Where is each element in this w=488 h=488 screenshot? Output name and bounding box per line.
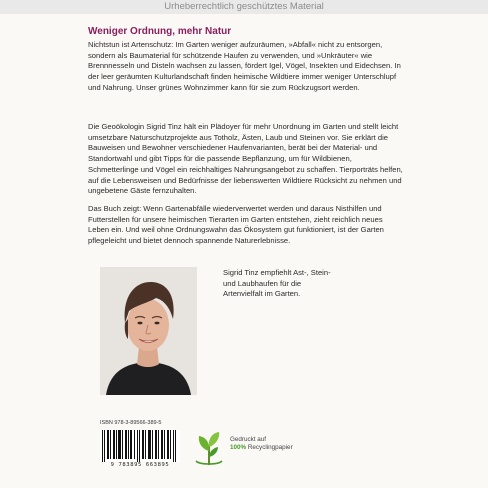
copyright-watermark: Urheberrechtlich geschütztes Material (0, 0, 488, 14)
paragraph-intro: Nichtstun ist Artenschutz: Im Garten weniger aufzuräumen, »Abfall« nicht zu entsorgen, sondern als Baumaterial für schützende Haufen zu verwenden, und »Unkräuter« wie Brennnesseln und Disteln wachsen zu lassen, fördert Igel, Vögel, Insekten und Eidechsen. In der leer geräumten Kulturlandschaft finden heimische Wildtiere immer weniger Unterschlupf und Nahrung. Unser grünes Wohnzimmer kann für sie zum Rückzugsort werden. (88, 40, 401, 92)
barcode (100, 430, 180, 462)
paragraph-author: Die Geoökologin Sigrid Tinz hält ein Plädoyer für mehr Unordnung im Garten und stellt leicht umsetzbare Naturschutzprojekte aus Totholz, Ästen, Laub und Steinen vor. Sie erklärt die Bauweisen und Bewohner verschiedener Haufenvarianten, berät bei der Material- und Standortwahl und gibt Tipps für die passende Bepflanzung, um für Wildbienen, Schmetterlinge und Vögel ein reichhaltiges Nahrungsangebot zu schaffen. Tierporträts helfen, auf die Lebensweisen und Bedürfnisse der liebenswerten Wildtiere Rücksicht zu nehmen und ungebetene Gäste fernzuhalten. (88, 122, 403, 196)
recycle-line2: Recyclingpapier (246, 444, 293, 451)
barcode-digits: 9 783895 663895 (110, 462, 170, 468)
leaf-tree-recycling-icon (192, 427, 226, 467)
author-photo (100, 267, 197, 395)
recycle-line1: Gedruckt auf (230, 436, 267, 443)
section-heading: Weniger Ordnung, mehr Natur (88, 26, 232, 37)
recycling-paper-note (230, 436, 293, 452)
isbn-number: ISBN 978-3-89566-389-5 (100, 420, 162, 426)
photo-caption: Sigrid Tinz empfiehlt Ast-, Stein- und Laubhaufen für die Artenvielfalt im Garten. (223, 268, 331, 299)
paragraph-summary: Das Buch zeigt: Wenn Gartenabfälle wiederverwertet werden und daraus Nisthilfen und Futterstellen für unsere heimischen Tierarten im Garten entstehen, zieht reichlich neues Leben ein. Und weil ohne Ordnungswahn das Ökosystem gut funktioniert, ist der Garten pflegeleicht und bietet dennoch spannende Naturerlebnisse. (88, 204, 384, 246)
recycle-percent: 100% (230, 444, 247, 451)
